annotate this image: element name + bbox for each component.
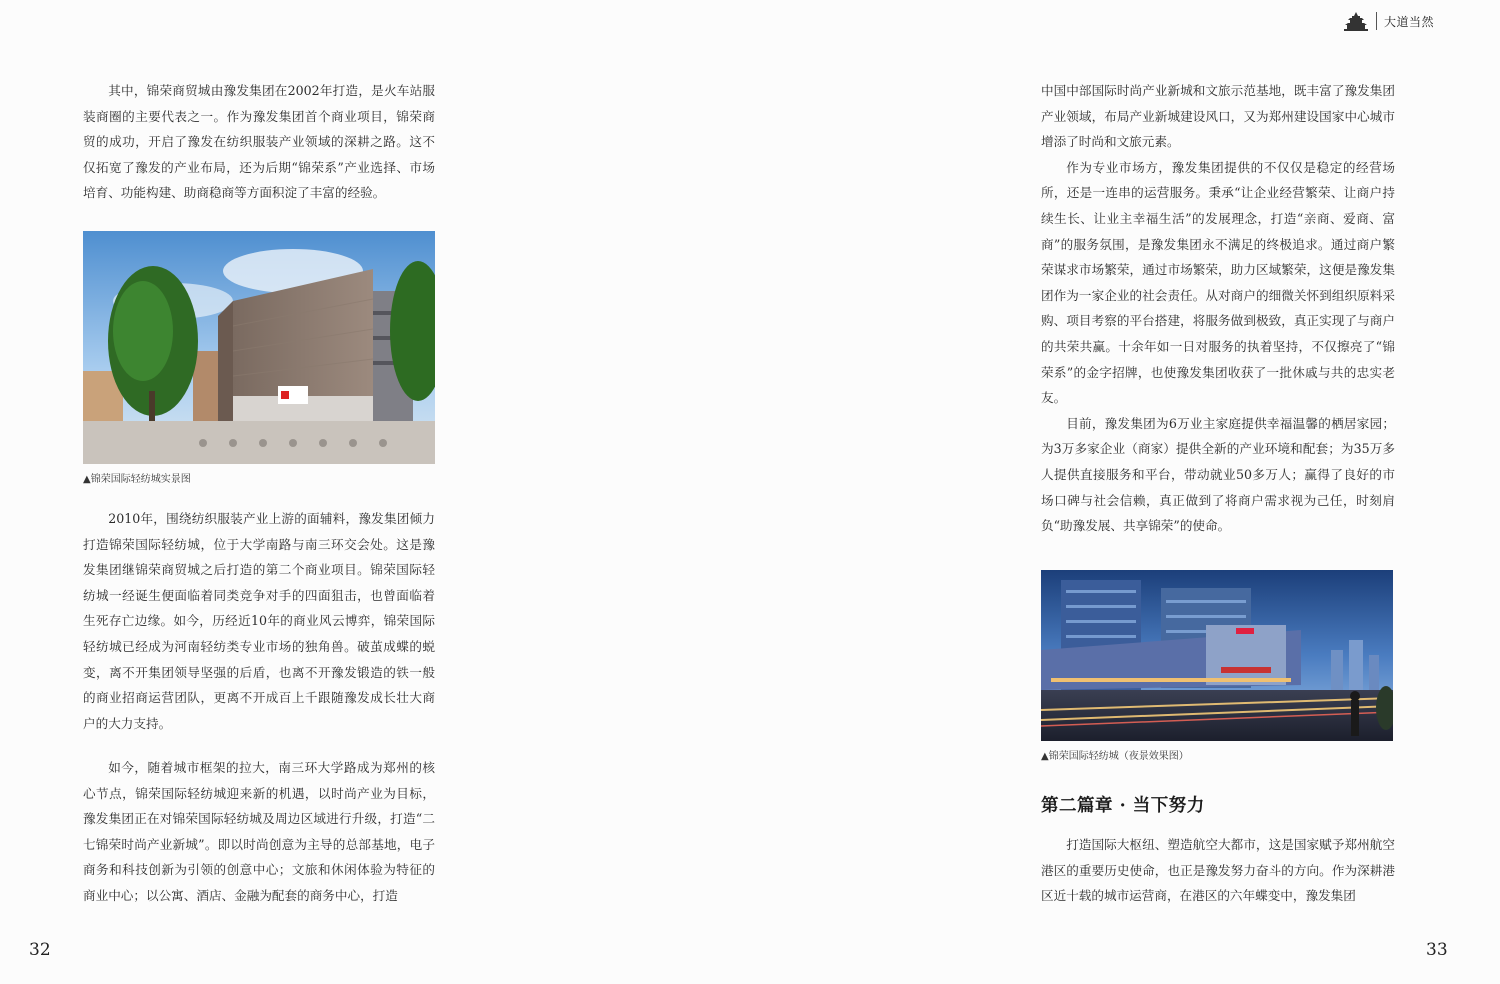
header-logo bbox=[1344, 10, 1434, 32]
right-paragraph-2: 作为专业市场方，豫发集团提供的不仅仅是稳定的经营场所，还是一连串的运营服务。秉承“让企业经营繁荣、让商户持续生长、让业主幸福生活”的发展理念，打造“亲商、爱商、富商”的服务氛围，是豫发集团永不满足的终极追求。通过商户繁荣谋求市场繁荣，通过市场繁荣，助力区域繁荣，这便是豫发集团作为一家企业的社会责任。从对商户的细微关怀到组织原料采购、项目考察的平台搭建，将服务做到极致，真正实现了与商户的共荣共赢。十余年如一日对服务的执着坚持，不仅擦亮了“锦荣系”的金字招牌，也使豫发集团收获了一批休戚与共的忠实老友。 bbox=[1041, 159, 1395, 406]
page-number-right: 33 bbox=[1426, 940, 1448, 960]
jinrong-textile-city-photo bbox=[83, 231, 435, 464]
right-paragraph-4 bbox=[1041, 832, 1395, 909]
left-paragraph-2 bbox=[83, 506, 435, 736]
jinrong-night-rendering-photo bbox=[1041, 570, 1393, 741]
chapter-heading: 第二篇章 · 当下努力 bbox=[1041, 796, 1205, 816]
right-text-column bbox=[1041, 78, 1395, 539]
left-paragraph-3-text: 如今，随着城市框架的拉大，南三环大学路成为郑州的核心节点，锦荣国际轻纺城迎来新的机遇，以时尚产业为目标，豫发集团正在对锦荣国际轻纺城及周边区域进行升级，打造“二七锦荣时尚产业新城”。即以时尚创意为主导的总部基地，电子商务和科技创新为引领的创意中心；文旅和休闲体验为特征的商业中心；以公寓、酒店、金融为配套的商务中心，打造 bbox=[83, 760, 435, 903]
right-paragraph-1-continued: 中国中部国际时尚产业新城和文旅示范基地，既丰富了豫发集团产业领域，布局产业新城建设风口，又为郑州建设国家中心城市增添了时尚和文旅元素。 bbox=[1041, 83, 1395, 150]
photo1-caption: ▲锦荣国际轻纺城实景图 bbox=[83, 474, 191, 485]
left-paragraph-2-text: 2010年，围绕纺织服装产业上游的面辅料，豫发集团倾力打造锦荣国际轻纺城，位于大学南路与南三环交会处。这是豫发集团继锦荣商贸城之后打造的第二个商业项目。锦荣国际轻纺城一经诞生便面临着同类竞争对手的四面狙击，也曾面临着生死存亡边缘。如今，历经近10年的商业风云博弈，锦荣国际轻纺城已经成为河南轻纺类专业市场的独角兽。破茧成蝶的蜕变，离不开集团领导坚强的后盾，也离不开豫发锻造的铁一般的商业招商运营团队，更离不开成百上千跟随豫发成长壮大商户的大力支持。 bbox=[83, 511, 435, 731]
right-paragraph-3: 目前，豫发集团为6万业主家庭提供幸福温馨的栖居家园；为3万多家企业（商家）提供全新的产业环境和配套；为35万多人提供直接服务和平台，带动就业50多万人；赢得了良好的市场口碑与社会信赖，真正做到了将商户需求视为己任，时刻肩负“助豫发展、共享锦荣”的使命。 bbox=[1041, 415, 1395, 534]
right-paragraph-4-text: 打造国际大枢纽、塑造航空大都市，这是国家赋予郑州航空港区的重要历史使命，也正是豫发努力奋斗的方向。作为深耕港区近十载的城市运营商，在港区的六年蝶变中，豫发集团 bbox=[1041, 837, 1395, 904]
photo2-caption: ▲锦荣国际轻纺城（夜景效果图） bbox=[1041, 751, 1189, 762]
pagoda-logo-icon bbox=[1344, 11, 1368, 31]
left-paragraph-1-text: 其中，锦荣商贸城由豫发集团在2002年打造，是火车站服装商圈的主要代表之一。作为豫发集团首个商业项目，锦荣商贸的成功，开启了豫发在纺织服装产业领域的深耕之路。这不仅拓宽了豫发的产业布局，还为后期“锦荣系”产业选择、市场培育、功能构建、助商稳商等方面积淀了丰富的经验。 bbox=[83, 83, 435, 201]
left-paragraph-3 bbox=[83, 755, 435, 909]
page-number-left: 32 bbox=[29, 940, 51, 960]
header-divider bbox=[1376, 12, 1377, 30]
left-paragraph-1 bbox=[83, 78, 435, 206]
header-title: 大道当然 bbox=[1384, 14, 1435, 29]
